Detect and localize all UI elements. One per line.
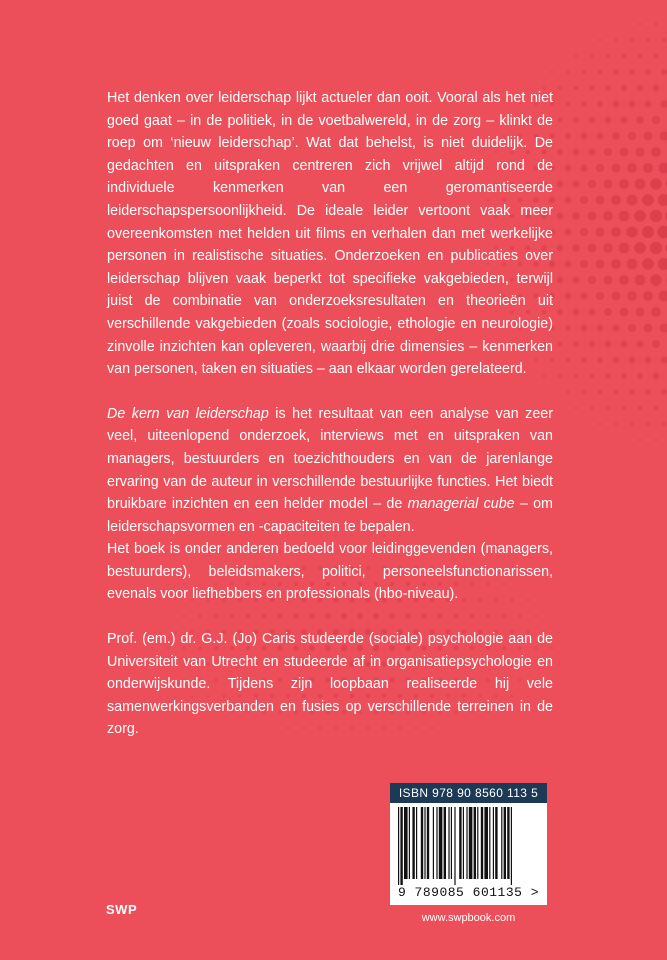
barcode-box <box>390 783 547 905</box>
intro-paragraph: Het denken over leiderschap lijkt actueler dan ooit. Vooral als het niet goed gaat – in de politiek, in de voetbalwereld, in de zorg – klinkt de roep om ‘nieuw leiderschap’. Wat dat behelst, is niet duidelijk. De gedachten en uitspraken centreren zich vrijwel altijd rond de individuele kenmerken van een geromantiseerde leiderschapspersoonlijkheid. De ideale leider vertoont vaak meer overeenkomsten met helden uit films en verhalen dan met werkelijke personen in realistische situaties. Onderzoeken en publicaties over leiderschap blijven vaak beperkt tot specifieke vakgebieden, terwijl juist de combinatie van onderzoeksresultaten en theorieën uit verschillende vakgebieden (zoals sociologie, ethologie en neurologie) zinvolle inzichten kan opleveren, waarbij drie dimensies – kenmerken van personen, taken en situaties – aan elkaar worden gerelateerd. <box>107 90 553 378</box>
isbn-label: ISBN 978 90 8560 113 5 <box>390 783 547 803</box>
barcode-bars <box>396 807 541 885</box>
book-description-part-1: is het resultaat van een analyse van zeer veel, uiteenlopend onderzoek, interviews met en uitspraken van managers, bestuurders en toezichthouders en van de jarenlange ervaring van de auteur in verschillende bestuurlijke functies. Het biedt bruikbare inzichten en een helder model – de <box>107 405 553 513</box>
model-name: managerial cube <box>407 496 515 513</box>
publisher-website: www.swpbook.com <box>421 912 516 924</box>
back-cover-text <box>107 87 553 741</box>
barcode-digits: 9 789085 601135 > <box>397 885 540 900</box>
publisher-logo: SWP <box>106 902 138 917</box>
book-title: De kern van leiderschap <box>107 405 269 422</box>
book-description-part-2: – om leiderschapsvormen en -capaciteiten te bepalen. <box>107 496 553 535</box>
audience-paragraph: Het boek is onder anderen bedoeld voor leidinggevenden (managers, bestuurders), beleidsmakers, politici, personeelsfunctionarissen, evenals voor liefhebbers en professionals (hbo-niveau). <box>107 541 553 603</box>
book-description-paragraph <box>107 403 553 539</box>
author-bio-paragraph: Prof. (em.) dr. G.J. (Jo) Caris studeerde (sociale) psychologie aan de Universiteit van Utrecht en studeerde af in organisatiepsychologie en onderwijskunde. Tijdens zijn loopbaan realiseerde hij vele samenwerkingsverbanden en fusies op verschillende terreinen in de zorg. <box>107 631 553 738</box>
